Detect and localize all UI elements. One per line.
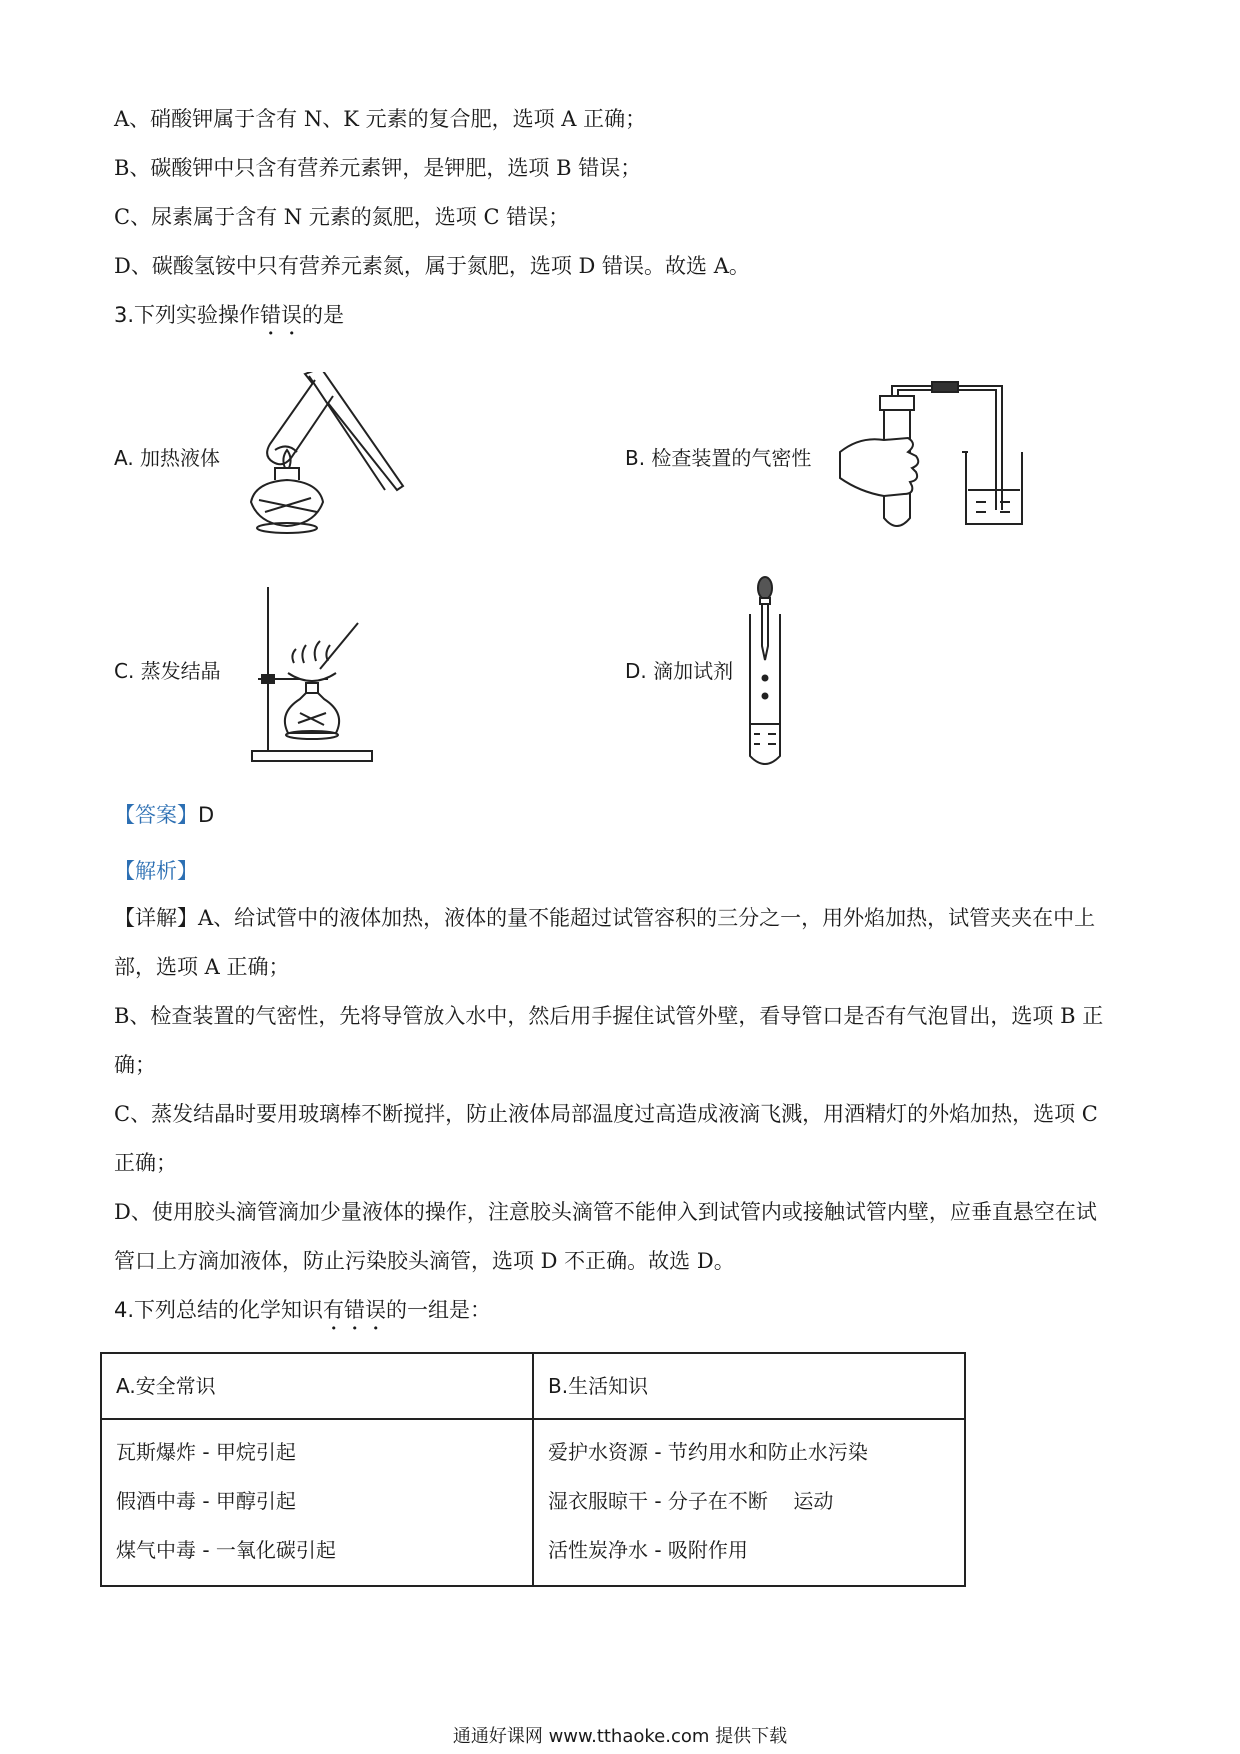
option-d-label: D. 滴加试剂 — [625, 659, 734, 683]
analysis-label: 【解析】 — [114, 859, 198, 883]
question-4-stem — [114, 1295, 491, 1335]
answer-label: 【答案】 — [114, 803, 198, 827]
table-header-b: B.生活知识 — [533, 1353, 965, 1419]
explanation-line-d: D、碳酸氢铵中只有营养元素氮，属于氮肥，选项 D 错误。故选 A。 — [114, 254, 750, 278]
detail-line-5: C、蒸发结晶时要用玻璃棒不断搅拌，防止液体局部温度过高造成液滴飞溅，用酒精灯的外焰加热，选项 C — [114, 1102, 1098, 1126]
question-3-emphasis: 错误 — [260, 303, 303, 327]
detail-line-3: B、检查装置的气密性，先将导管放入水中，然后用手握住试管外壁，看导管口是否有气泡冒出，选项 B 正 — [114, 1004, 1104, 1028]
detail-line-2: 部，选项 A 正确； — [114, 955, 290, 979]
table-item: 湿衣服晾干 - 分子在不断 运动 — [548, 1489, 834, 1513]
detail-line-8: 管口上方滴加液体，防止污染胶头滴管，选项 D 不正确。故选 D。 — [114, 1249, 735, 1273]
table-item: 爱护水资源 - 节约用水和防止水污染 — [548, 1440, 868, 1464]
question-4-emphasis: 有错误 — [323, 1298, 387, 1322]
table-cell-b — [533, 1419, 965, 1586]
answer-line — [114, 800, 214, 830]
explanation-line-c: C、尿素属于含有 N 元素的氮肥，选项 C 错误； — [114, 205, 570, 229]
option-c-label: C. 蒸发结晶 — [114, 659, 221, 683]
option-a-label: A. 加热液体 — [114, 446, 221, 470]
explanation-line-a: A、硝酸钾属于含有 N、K 元素的复合肥，选项 A 正确； — [114, 107, 647, 131]
table-cell-a — [101, 1419, 533, 1586]
table-item: 瓦斯爆炸 - 甲烷引起 — [116, 1440, 296, 1464]
detail-line-4: 确； — [114, 1053, 156, 1077]
option-b-label: B. 检查装置的气密性 — [625, 446, 812, 470]
airtightness-figure — [826, 380, 1036, 530]
question-3-stem — [114, 300, 344, 340]
table-item: 假酒中毒 - 甲醇引起 — [116, 1489, 296, 1513]
question-4-prefix: 4.下列总结的化学知识 — [114, 1298, 324, 1322]
page-footer: 通通好课网 www.tthaoke.com 提供下载 — [452, 1726, 788, 1747]
answer-value: D — [198, 803, 215, 827]
heating-liquid-figure — [235, 372, 410, 544]
explanation-line-b: B、碳酸钾中只含有营养元素钾，是钾肥，选项 B 错误； — [114, 156, 642, 180]
question-3-prefix: 3.下列实验操作 — [114, 303, 261, 327]
detail-line-7: D、使用胶头滴管滴加少量液体的操作，注意胶头滴管不能伸入到试管内或接触试管内壁，应垂直悬空在试 — [114, 1200, 1097, 1224]
question-4-suffix: 的一组是： — [386, 1298, 492, 1322]
table-item: 煤气中毒 - 一氧化碳引起 — [116, 1538, 336, 1562]
detail-line-1: 【详解】A、给试管中的液体加热，液体的量不能超过试管容积的三分之一，用外焰加热，试管夹夹在中上 — [114, 906, 1096, 930]
dropping-reagent-figure — [740, 574, 790, 770]
question-3-suffix: 的是 — [302, 303, 345, 327]
knowledge-table — [100, 1352, 966, 1587]
detail-line-6: 正确； — [114, 1151, 177, 1175]
table-header-a: A.安全常识 — [101, 1353, 533, 1419]
table-item: 活性炭净水 - 吸附作用 — [548, 1538, 748, 1562]
evaporation-figure — [248, 583, 378, 765]
